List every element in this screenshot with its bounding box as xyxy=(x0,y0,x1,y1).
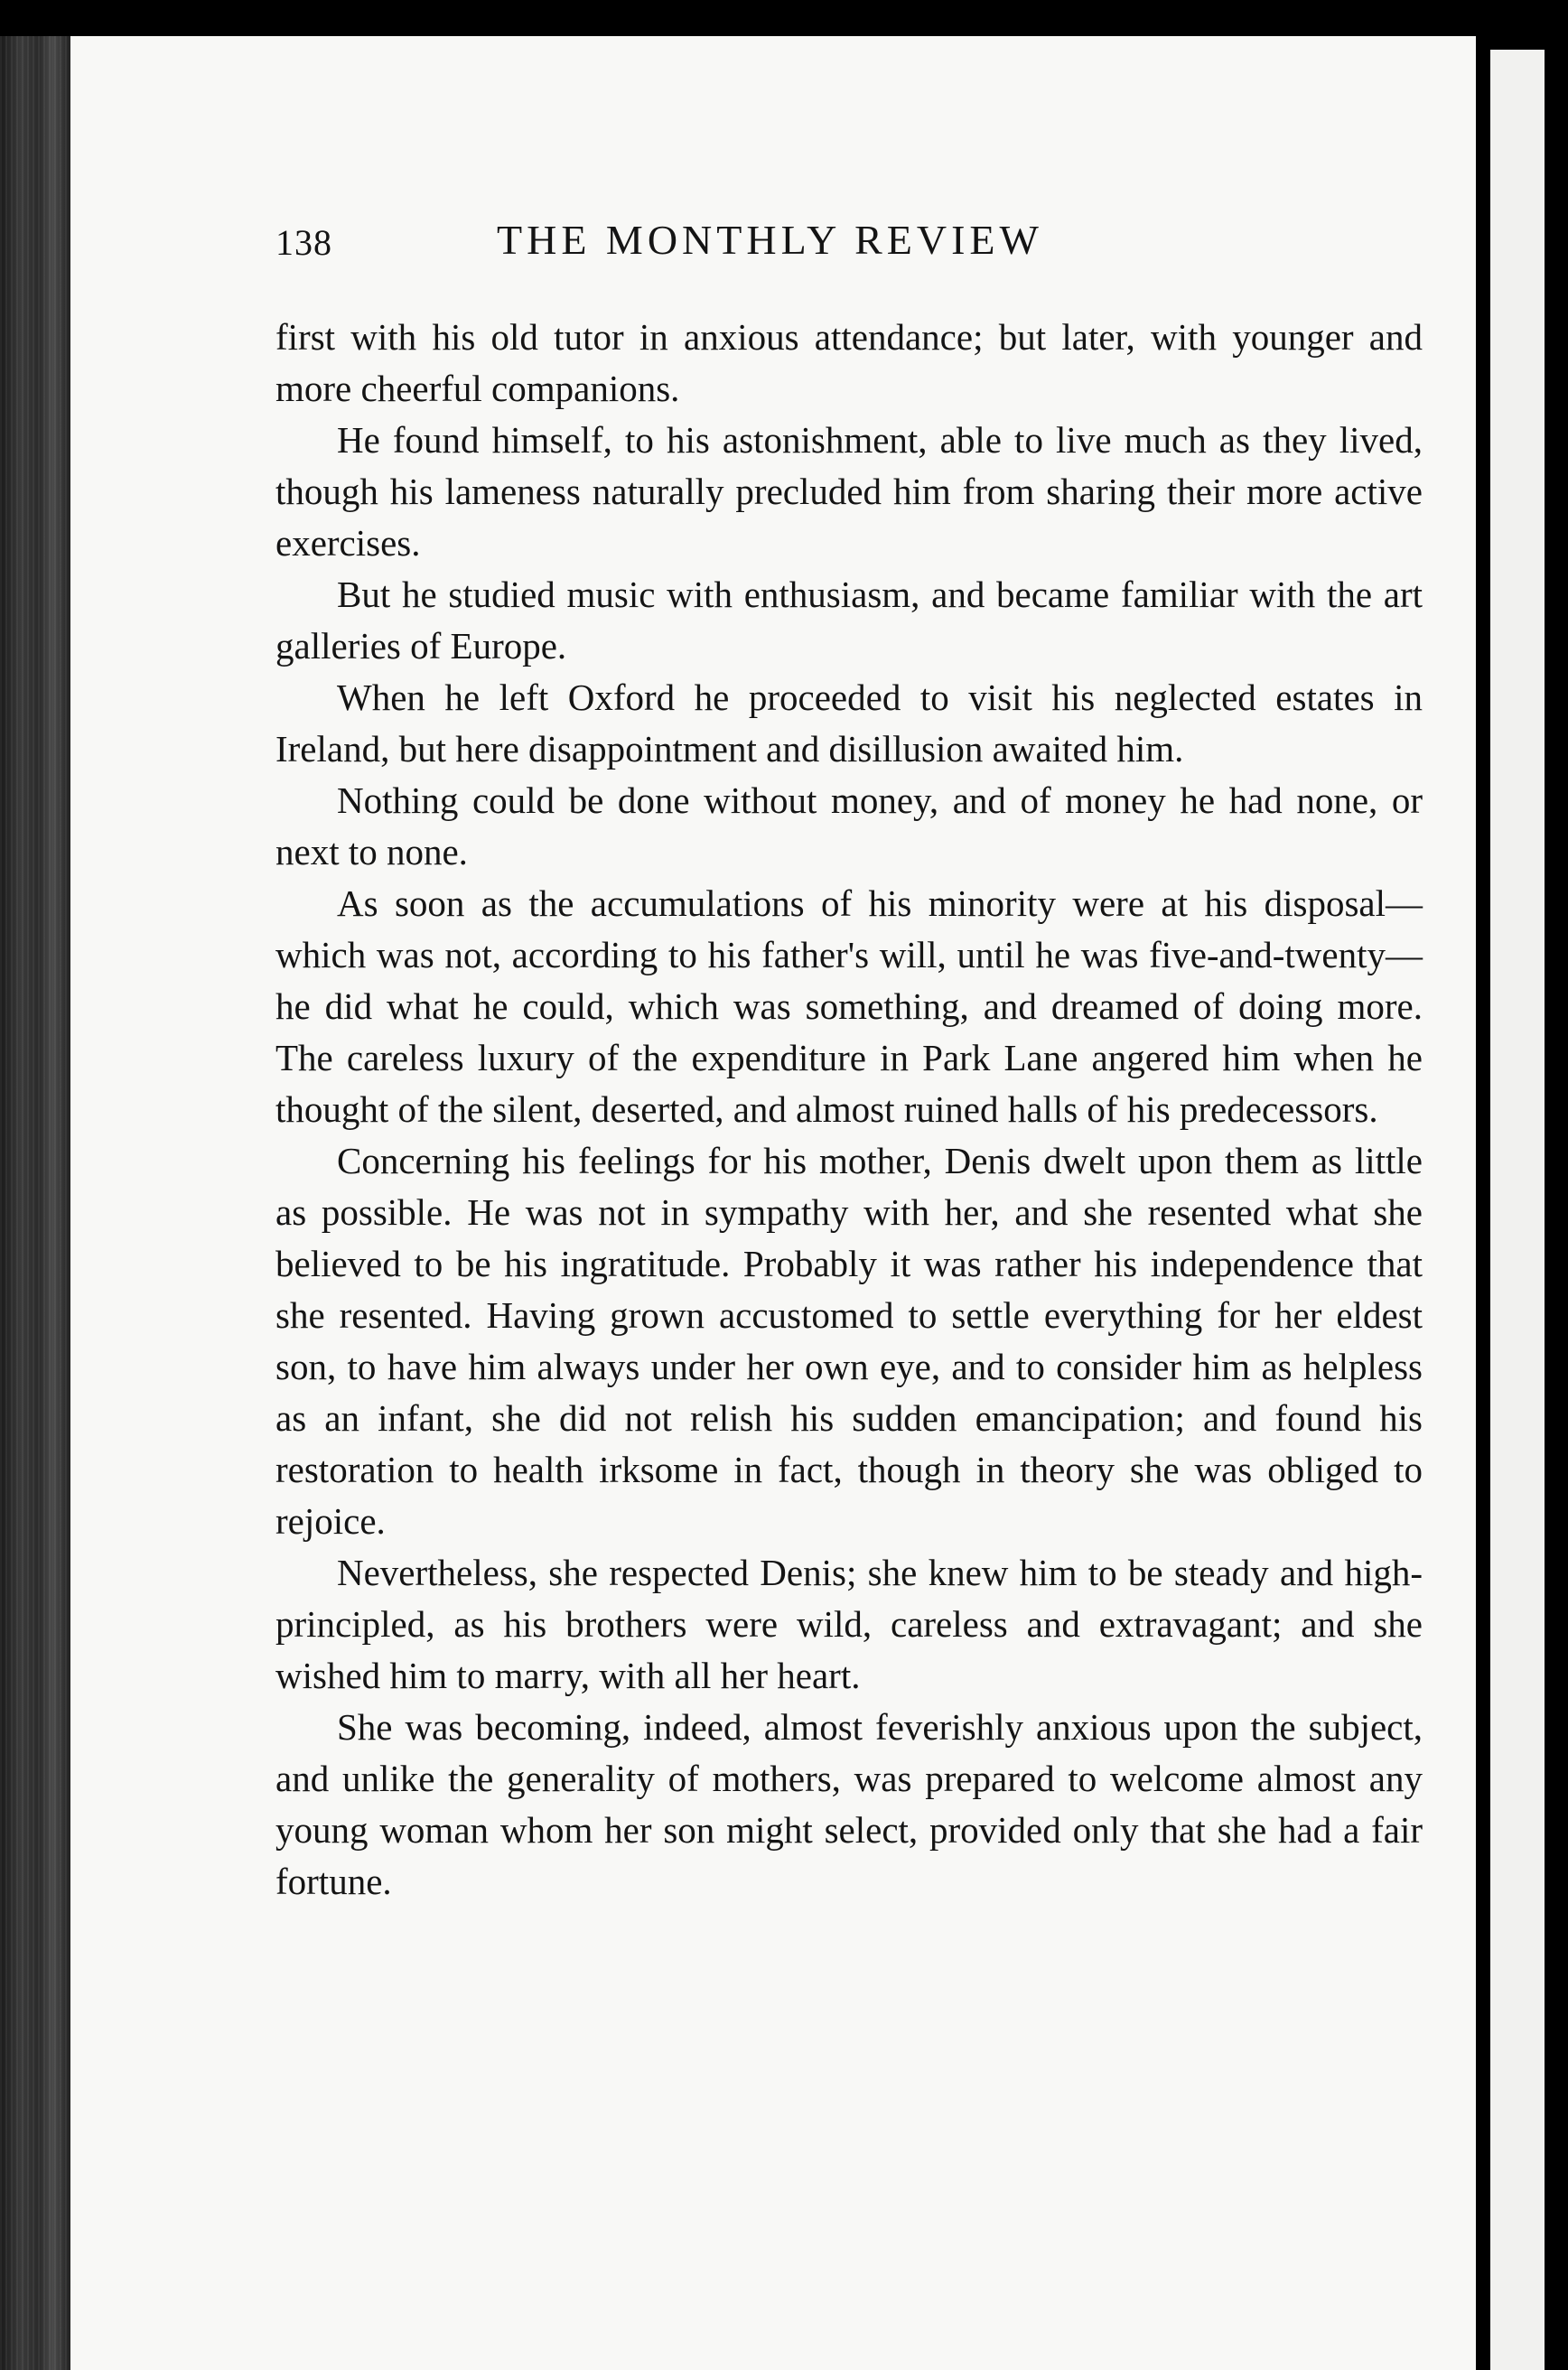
paragraph: When he left Oxford he proceeded to visit his neglected estates in Ireland, but here disappointment and disillusion awaited him. xyxy=(275,676,1423,770)
paragraph: Nevertheless, she respected Denis; she knew him to be steady and high-principled, as his brothers were wild, careless and extravagant; and she wished him to marry, with all her heart. xyxy=(275,1552,1423,1696)
paragraph: Concerning his feelings for his mother, Denis dwelt upon them as little as possible. He was not in sympathy with her, and she resented what she believed to be his ingratitude. Probably it was rather his independence that she resented. Having grown accustomed to settle everything for her eldest son, to have him always under her own eye, and to consider him as helpless as an infant, she did not relish his sudden emancipation; and found his restoration to health irksome in fact, though in theory she was obliged to rejoice. xyxy=(275,1140,1423,1542)
running-title: THE MONTHLY REVIEW xyxy=(497,217,1043,263)
page-content xyxy=(275,217,1423,1908)
paragraph: He found himself, to his astonishment, able to live much as they lived, though his lameness naturally precluded him from sharing their more active exercises. xyxy=(275,419,1423,564)
paragraph: She was becoming, indeed, almost feverishly anxious upon the subject, and unlike the generality of mothers, was prepared to welcome almost any young woman whom her son might select, provided only that she had a fair fortune. xyxy=(275,1706,1423,1902)
facing-page-edge xyxy=(1490,50,1545,2370)
running-head xyxy=(275,217,1423,312)
paragraph: first with his old tutor in anxious attendance; but later, with younger and more cheerful companions. xyxy=(275,316,1423,409)
page-stack-edges xyxy=(0,36,70,2370)
paragraph: As soon as the accumulations of his minority were at his disposal—which was not, according to his father's will, until he was five-and-twenty—he did what he could, which was something, and dreamed of doing more. The careless luxury of the expenditure in Park Lane angered him when he thought of the silent, deserted, and almost ruined halls of his predecessors. xyxy=(275,882,1423,1130)
paragraph: Nothing could be done without money, and of money he had none, or next to none. xyxy=(275,779,1423,872)
page-number: 138 xyxy=(275,222,332,263)
book-page xyxy=(70,36,1476,2370)
body-text xyxy=(275,312,1423,1908)
paragraph: But he studied music with enthusiasm, and became familiar with the art galleries of Europe. xyxy=(275,574,1423,667)
